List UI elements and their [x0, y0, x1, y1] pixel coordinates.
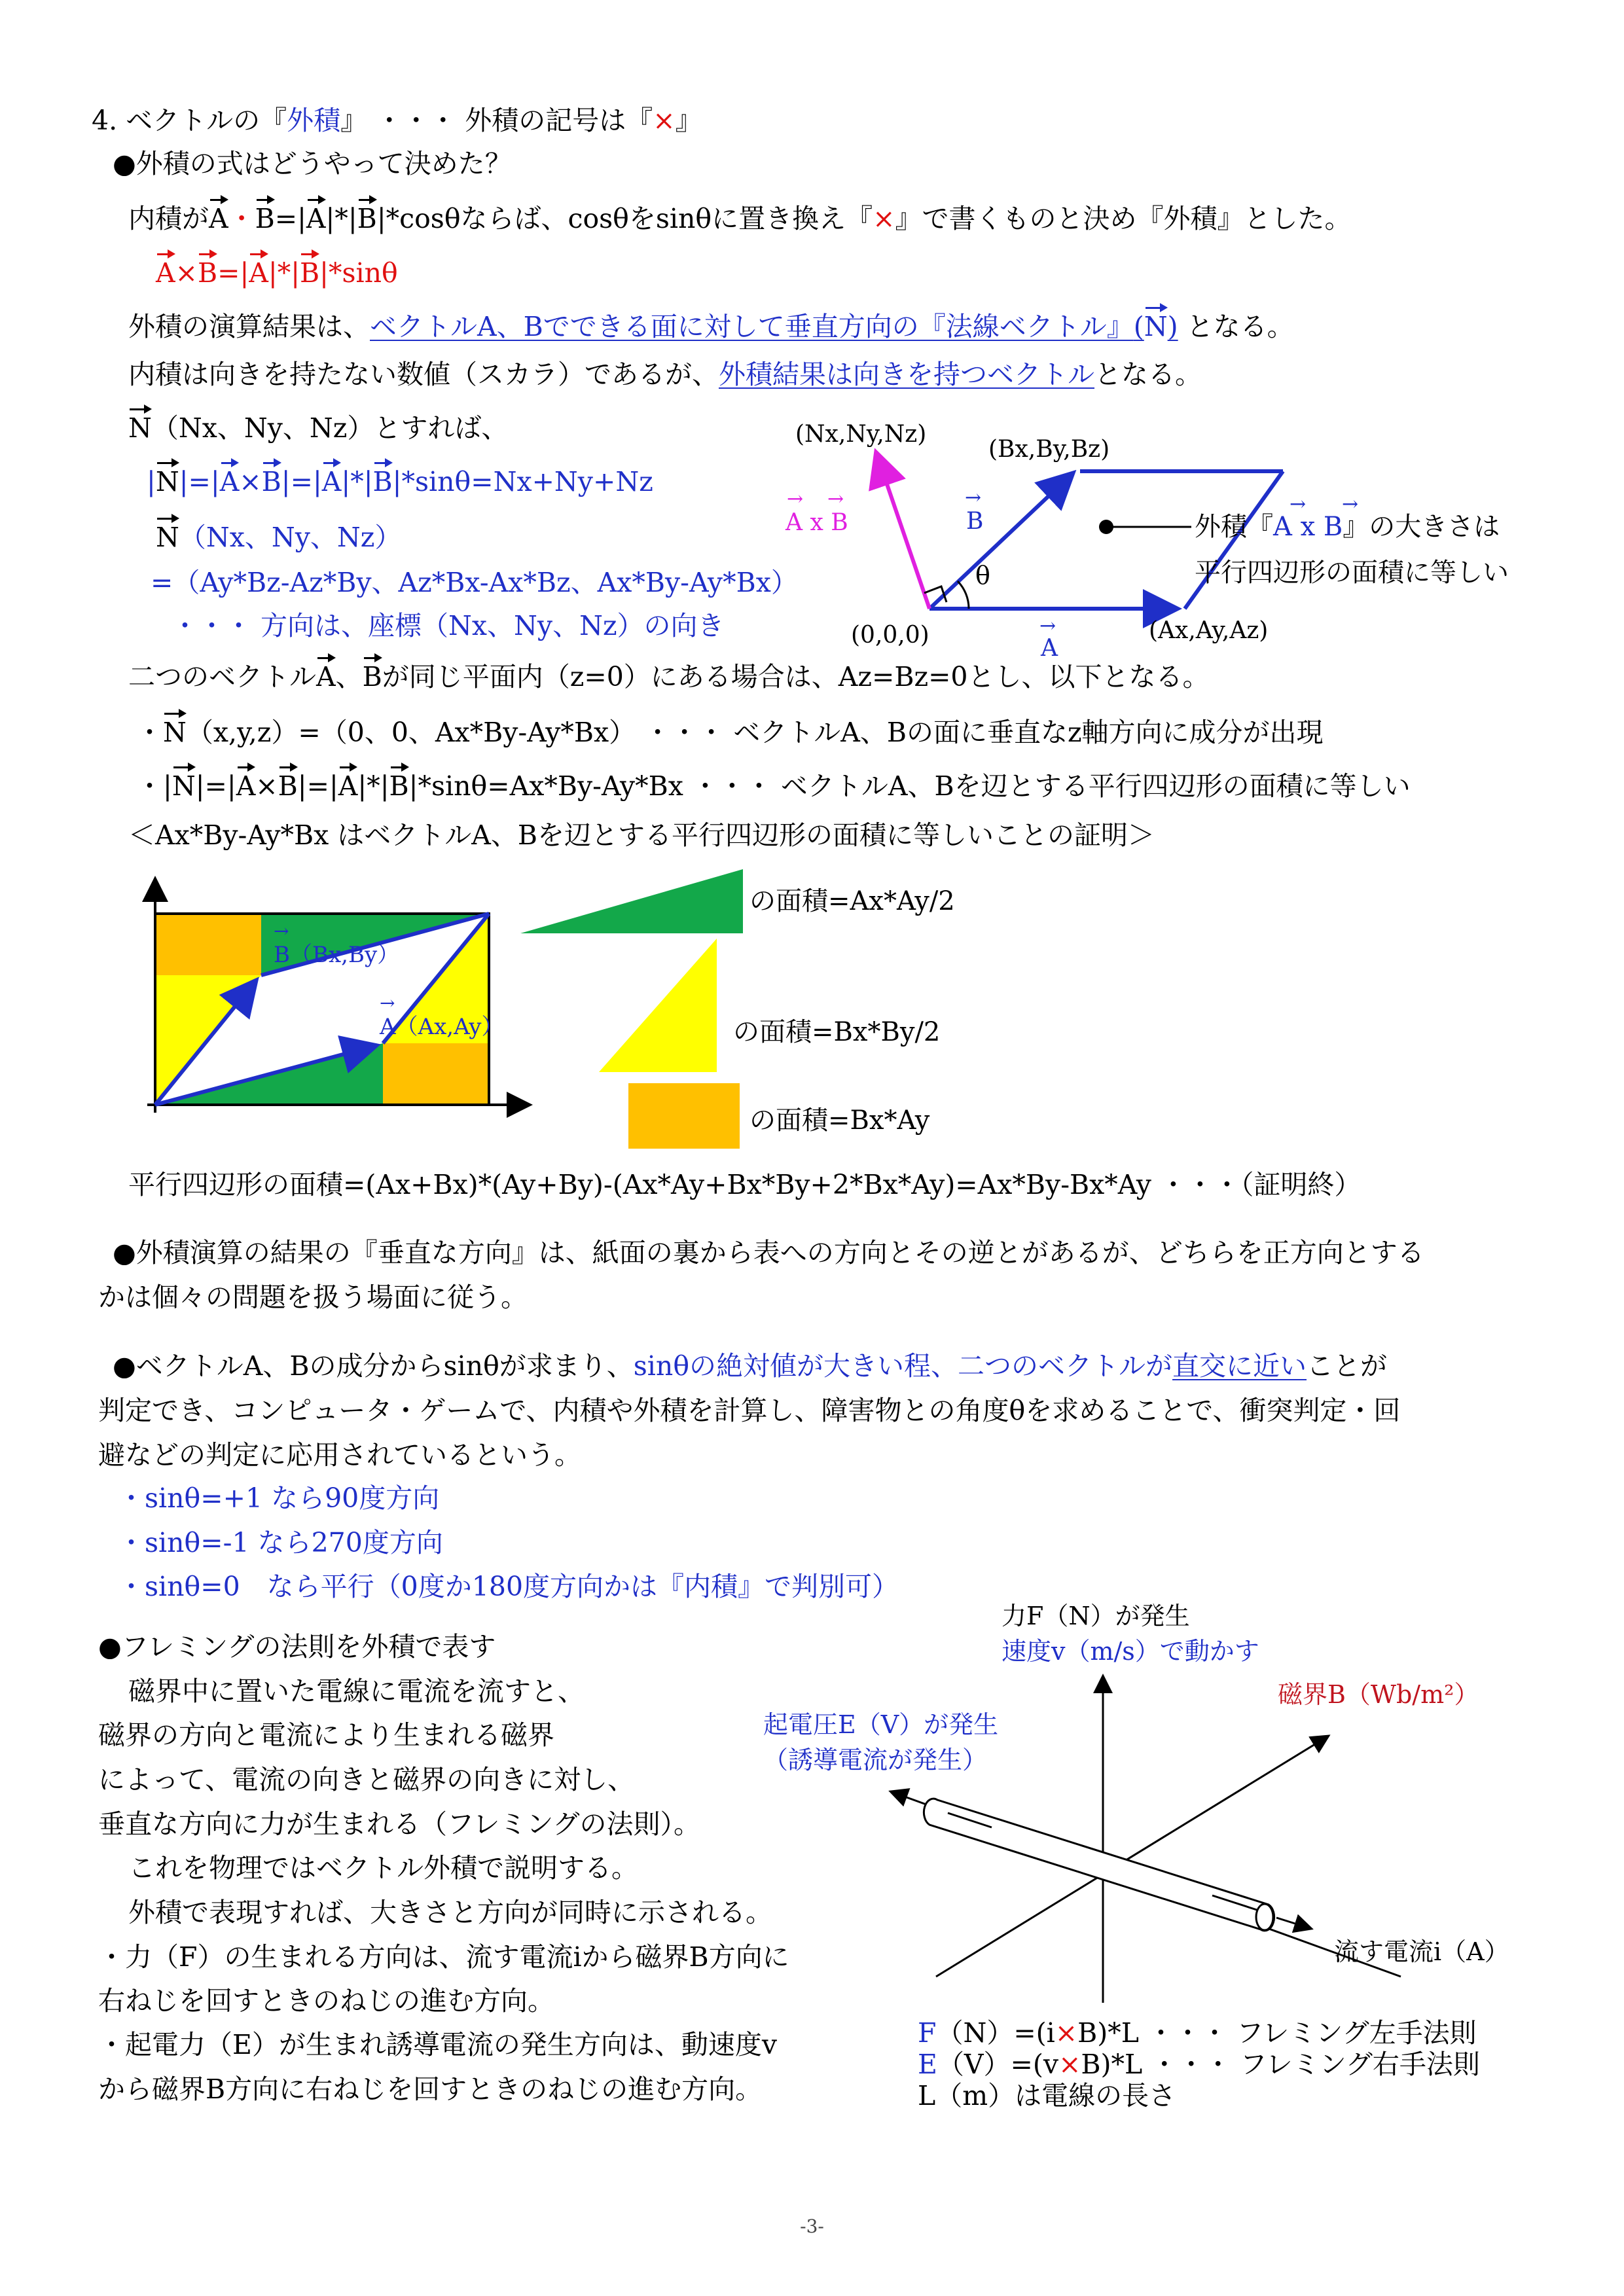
area-label-1: の面積=Ax*Ay/2 — [749, 886, 955, 916]
fleming-line-4: 垂直な方向に力が生まれる（フレミングの法則）。 — [98, 1808, 701, 1840]
area-note-1: 外積『A x B』の大きさは — [1195, 512, 1500, 542]
fleming-title: ●フレミングの法則を外積で表す — [98, 1631, 496, 1662]
area-note-2: 平行四辺形の面積に等しい — [1195, 558, 1509, 588]
fleming-formula-1: F（N）=(i×B)*L ・・・ フレミング左手法則 — [918, 2017, 1477, 2049]
axb-label: A x B — [785, 509, 848, 536]
svg-text:→: → — [274, 920, 289, 942]
sin-bullet-3: ・sinθ=0 なら平行（0度か180度方向かは『内積』で判別可） — [118, 1571, 899, 1602]
sin-bullet-1: ・sinθ=+1 なら90度方向 — [118, 1482, 440, 1514]
fleming-line-3: によって、電流の向きと磁界の向きに対し、 — [98, 1764, 635, 1795]
fleming-line-10: から磁界B方向に右ねじを回すときのねじの進む方向。 — [98, 2073, 763, 2105]
fleming-line-2: 磁界の方向と電流により生まれる磁界 — [98, 1719, 554, 1751]
orange-box-top — [155, 914, 261, 975]
fleming-formula-2: E（V）=(v×B)*L ・・・ フレミング右手法則 — [918, 2049, 1480, 2080]
emf-label-2: （誘導電流が発生） — [763, 1746, 988, 1774]
plane-line: 二つのベクトルA、Bが同じ平面内（z=0）にある場合は、Az=Bz=0とし、以下となる。 — [128, 661, 1210, 692]
orange-box-bottom — [383, 1043, 489, 1105]
para-sin-3: 避などの判定に応用されているという。 — [98, 1439, 581, 1471]
question-heading: ●外積の式はどうやって決めた？ — [113, 148, 512, 179]
current-label: 流す電流i（A） — [1334, 1937, 1509, 1966]
page-number: -3- — [800, 2215, 824, 2237]
sin-bullet-2: ・sinθ=-1 なら270度方向 — [118, 1527, 443, 1558]
result-line-2: 内積は向きを持たない数値（スカラ）であるが、外積結果は向きを持つベクトルとなる。 — [128, 359, 1202, 390]
green-triangle — [520, 869, 743, 933]
fleming-line-6: 外積で表現すれば、大きさと方向が同時に示される。 — [128, 1897, 772, 1928]
bullet-n-components: ・N（x,y,z）=（0、0、Ax*By-Ay*Bx） ・・・ ベクトルA、Bの面に垂直なz軸方向に成分が出現 — [136, 717, 1324, 748]
para-direction-1: ●外積演算の結果の『垂直な方向』は、紙面の裏から表への方向とその逆とがあるが、どちらを正方向とする — [113, 1237, 1424, 1268]
section-heading: 4. ベクトルの『外積』 ・・・ 外積の記号は『×』 — [92, 105, 702, 136]
speed-label: 速度v（m/s）で動かす — [1001, 1637, 1259, 1666]
parallelogram-diagram — [772, 412, 1545, 674]
nvec-line-5: ・・・ 方向は、座標（Nx、Ny、Nz）の向き — [171, 610, 725, 641]
fleming-line-9: ・起電力（E）が生まれ誘導電流の発生方向は、動速度v — [98, 2029, 778, 2060]
svg-text:→: → — [1342, 493, 1359, 516]
para-direction-2: かは個々の問題を扱う場面に従う。 — [98, 1282, 528, 1313]
force-label: 力F（N）が発生 — [1001, 1602, 1190, 1630]
definition-line: 内積がA・B=|A|*|B|*cosθならば、cosθをsinθに置き換え『×』で書くものと決め『外積』とした。 — [128, 203, 1352, 234]
bullet-n-magnitude: ・|N|=|A×B|=|A|*|B|*sinθ=Ax*By-Ay*Bx ・・・ ベクトルA、Bを辺とする平行四辺形の面積に等しい — [136, 770, 1411, 802]
nvec-line-4: =（Ay*Bz-Az*By、Az*Bx-Ax*Bz、Ax*By-Ay*Bx） — [151, 567, 798, 598]
fleming-formula-3: L（m）は電線の長さ — [918, 2080, 1176, 2111]
nvec-line-1: N（Nx、Ny、Nz）とすれば、 — [128, 412, 509, 444]
proof-diagram — [131, 864, 982, 1152]
area-label-3: の面積=Bx*Ay — [749, 1105, 930, 1136]
fleming-line-5: これを物理ではベクトル外積で説明する。 — [128, 1852, 638, 1884]
fleming-line-7: ・力（F）の生まれる方向は、流す電流iから磁界B方向に — [98, 1941, 789, 1973]
vector-b-arrow — [929, 473, 1074, 609]
cross-formula: A×B=|A|*|B|*sinθ — [156, 257, 398, 289]
b-label: B — [966, 508, 984, 535]
svg-text:→: → — [380, 992, 395, 1014]
result-line-1: 外積の演算結果は、ベクトルA、Bでできる面に対して垂直方向の『法線ベクトル』(N) となる。 — [128, 311, 1294, 342]
para-sin-1: ●ベクトルA、Bの成分からsinθが求まり、sinθの絶対値が大きい程、二つのベクトルが直交に近いことが — [113, 1350, 1388, 1382]
proof-title: ＜Ax*By-Ay*Bx はベクトルA、Bを辺とする平行四辺形の面積に等しいことの証明＞ — [128, 819, 1155, 851]
proof-b-label: B（Bx,By） — [274, 942, 400, 968]
nvec-line-3: N（Nx、Ny、Nz） — [156, 522, 402, 553]
field-label: 磁界B（Wb/m²） — [1278, 1680, 1479, 1709]
orange-rect — [628, 1083, 740, 1149]
proof-result: 平行四辺形の面積=(Ax+Bx)*(Ay+By)-(Ax*Ay+Bx*By+2*Bx*Ay)=Ax*By-Bx*Ay ・・・（証明終） — [128, 1169, 1362, 1200]
svg-text:→: → — [965, 486, 982, 509]
yellow-triangle — [599, 939, 717, 1072]
b-coord-label: (Bx,By,Bz) — [988, 436, 1110, 463]
fleming-line-1: 磁界中に置いた電線に電流を流すと、 — [128, 1676, 585, 1707]
emf-label-1: 起電圧E（V）が発生 — [763, 1710, 999, 1739]
n-coord-label: (Nx,Ny,Nz) — [795, 421, 927, 448]
svg-text:→: → — [827, 488, 844, 511]
svg-text:→: → — [787, 488, 804, 511]
proof-a-label: A（Ax,Ay） — [380, 1014, 504, 1040]
area-label-2: の面積=Bx*By/2 — [733, 1017, 941, 1047]
svg-text:→: → — [1290, 493, 1307, 516]
nvec-line-2: |N|=|A×B|=|A|*|B|*sinθ=Nx+Ny+Nz — [147, 466, 653, 497]
theta-label: θ — [975, 561, 990, 590]
fleming-line-8: 右ねじを回すときのねじの進む方向。 — [98, 1985, 554, 2017]
svg-text:→: → — [1039, 615, 1056, 637]
normal-vector-arrow — [876, 452, 929, 609]
a-label: A — [1041, 635, 1058, 662]
origin-label: (0,0,0) — [851, 622, 929, 649]
para-sin-2: 判定でき、コンピュータ・ゲームで、内積や外積を計算し、障害物との角度θを求めることで、衝突判定・回 — [98, 1395, 1401, 1426]
a-coord-label: (Ax,Ay,Az) — [1149, 617, 1269, 644]
fleming-diagram — [740, 1597, 1551, 2022]
